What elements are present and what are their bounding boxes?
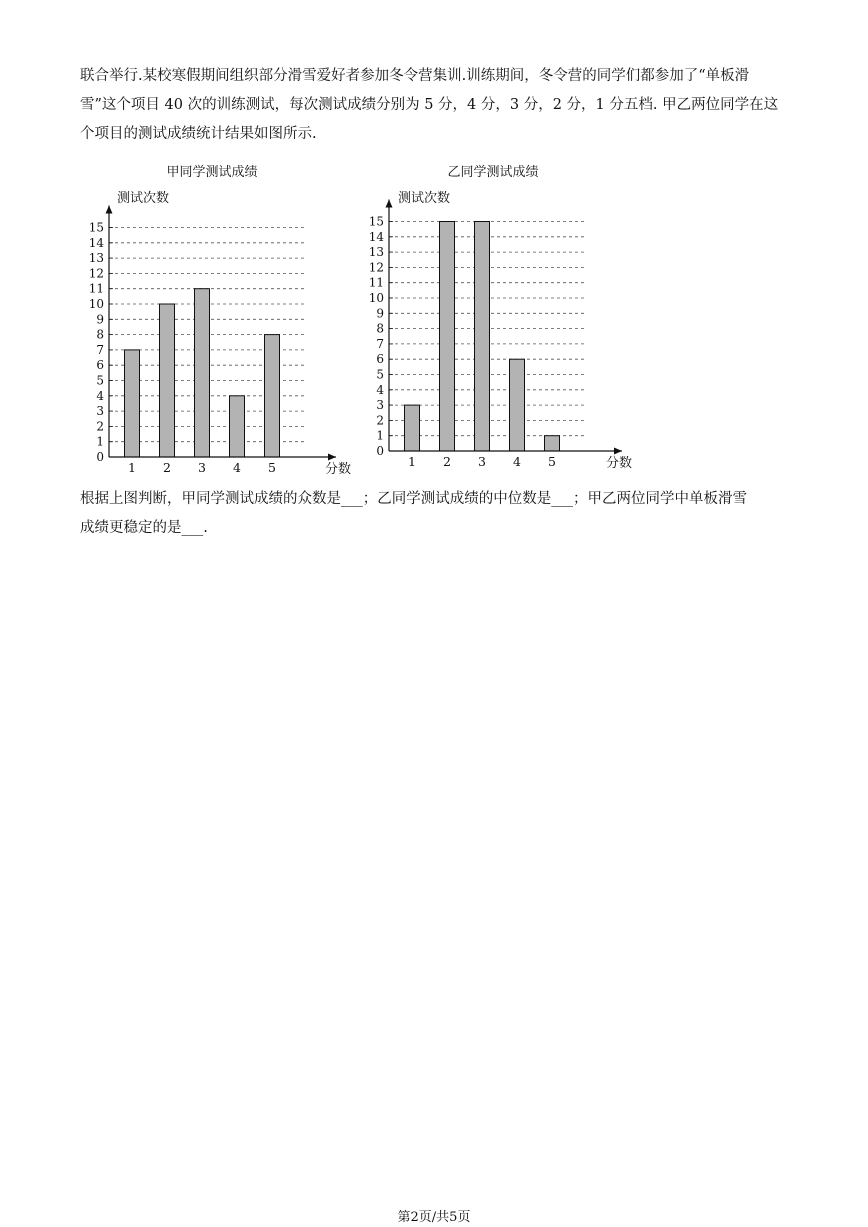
y-tick-label: 0 [376, 444, 384, 458]
bar [440, 222, 455, 452]
y-tick-label: 8 [376, 321, 384, 336]
y-axis-arrow [106, 206, 113, 214]
y-tick-label: 10 [368, 291, 384, 305]
x-axis-label: 分数 [606, 456, 633, 471]
bar [510, 359, 525, 451]
y-tick-label: 1 [96, 434, 104, 449]
y-tick-label: 3 [96, 404, 104, 419]
question-line: 成绩更稳定的是___. [80, 520, 208, 536]
y-tick-label: 4 [376, 382, 384, 397]
page-number: 第2页/共5页 [397, 1210, 471, 1225]
y-tick-label: 7 [96, 342, 104, 357]
x-tick-label: 5 [548, 454, 556, 469]
y-tick-label: 1 [376, 428, 384, 443]
y-tick-label: 12 [368, 260, 384, 275]
y-axis-label: 测试次数 [398, 191, 451, 206]
x-tick-label: 3 [198, 460, 206, 475]
x-tick-label: 2 [443, 454, 451, 469]
intro-line: 个项目的测试成绩统计结果如图所示. [80, 126, 317, 142]
x-axis-arrow [614, 448, 622, 455]
bar [265, 335, 280, 457]
chart-title: 乙同学测试成绩 [447, 165, 539, 180]
y-tick-label: 11 [88, 281, 104, 296]
bar [160, 304, 175, 457]
y-tick-label: 15 [368, 214, 384, 229]
x-tick-label: 4 [233, 460, 241, 475]
x-tick-label: 3 [478, 454, 486, 469]
intro-line: 雪”这个项目 40 次的训练测试，每次测试成绩分别为 5 分，4 分，3 分，2 分，1 分五档. 甲乙两位同学在这 [80, 97, 779, 113]
x-axis-arrow [328, 454, 336, 461]
y-tick-label: 13 [88, 251, 104, 266]
y-tick-label: 5 [96, 373, 104, 388]
chart-jia [84, 158, 354, 483]
question-paragraph [80, 485, 792, 543]
y-tick-label: 8 [96, 327, 104, 342]
intro-paragraph [80, 62, 792, 149]
y-tick-label: 2 [96, 419, 104, 434]
y-tick-label: 9 [96, 312, 104, 327]
y-tick-label: 3 [376, 398, 384, 413]
question-line: 根据上图判断，甲同学测试成绩的众数是___；乙同学测试成绩的中位数是___；甲乙两位同学中单板滑雪 [80, 491, 747, 507]
y-axis-label: 测试次数 [117, 191, 170, 206]
y-tick-label: 10 [88, 297, 104, 311]
intro-line: 联合举行.某校寒假期间组织部分滑雪爱好者参加冬令营集训.训练期间，冬令营的同学们都参加了“单板滑 [80, 68, 750, 84]
x-tick-label: 1 [408, 454, 416, 469]
y-tick-label: 9 [376, 306, 384, 321]
x-axis-label: 分数 [325, 462, 352, 477]
y-tick-label: 11 [368, 275, 384, 290]
bar [230, 396, 245, 457]
bar [125, 350, 140, 457]
y-tick-label: 13 [368, 245, 384, 260]
x-tick-label: 2 [163, 460, 171, 475]
x-tick-label: 5 [268, 460, 276, 475]
y-tick-label: 14 [88, 235, 104, 250]
y-tick-label: 0 [96, 450, 104, 464]
bar [475, 222, 490, 452]
y-tick-label: 14 [368, 229, 384, 244]
y-tick-label: 15 [88, 220, 104, 235]
x-tick-label: 4 [513, 454, 521, 469]
bar [545, 436, 560, 451]
y-tick-label: 5 [376, 367, 384, 382]
chart-yi [364, 158, 644, 483]
y-tick-label: 7 [376, 336, 384, 351]
chart-title: 甲同学测试成绩 [166, 165, 258, 180]
y-tick-label: 4 [96, 388, 104, 403]
bar [405, 405, 420, 451]
bar [195, 289, 210, 457]
y-axis-arrow [386, 200, 393, 208]
y-tick-label: 6 [376, 352, 384, 367]
x-tick-label: 1 [128, 460, 136, 475]
y-tick-label: 6 [96, 358, 104, 373]
y-tick-label: 12 [88, 266, 104, 281]
y-tick-label: 2 [376, 413, 384, 428]
